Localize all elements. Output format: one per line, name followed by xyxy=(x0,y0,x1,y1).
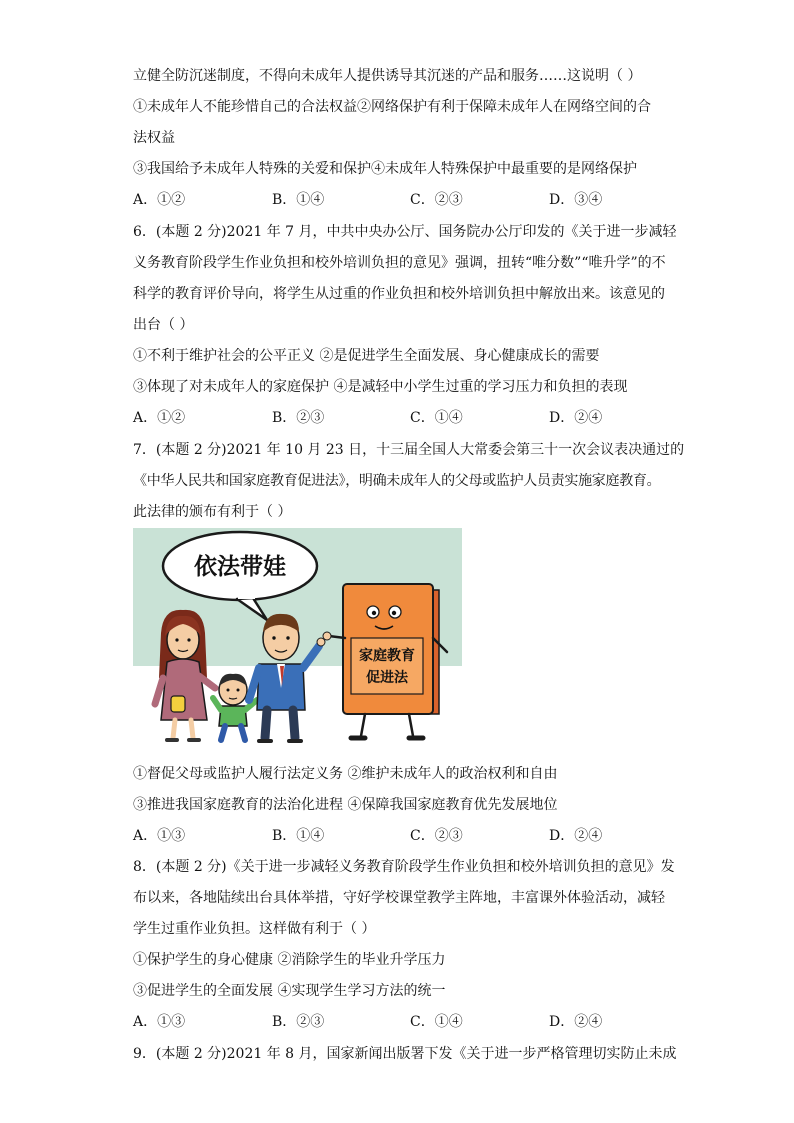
option-a[interactable]: A．①② xyxy=(133,192,186,208)
q7-statement-line: ③推进我国家庭教育的法治化进程 ④保障我国家庭教育优先发展地位 xyxy=(133,797,558,813)
option-c[interactable]: C．①④ xyxy=(410,410,463,426)
q8-statement-line: ①保护学生的身心健康 ②消除学生的毕业升学压力 xyxy=(133,952,446,968)
q6-statement-line: ①不利于维护社会的公平正义 ②是促进学生全面发展、身心健康成长的需要 xyxy=(133,348,600,364)
q6-stem-line: 出台（ ） xyxy=(133,317,194,333)
q6-stem-line: 科学的教育评价导向，将学生从过重的作业负担和校外培训负担中解放出来。该意见的 xyxy=(133,286,665,302)
option-d[interactable]: D．②④ xyxy=(549,828,603,844)
q5-options xyxy=(133,190,693,210)
q5-statement-line: ③我国给予未成年人特殊的关爱和保护④未成年人特殊保护中最重要的是网络保护 xyxy=(133,161,637,177)
option-a[interactable]: A．①③ xyxy=(133,828,186,844)
book-title-line1: 家庭教育 xyxy=(359,648,415,664)
option-c[interactable]: C．②③ xyxy=(410,828,463,844)
option-c[interactable]: C．①④ xyxy=(410,1014,463,1030)
q6-stem-line: 6．(本题 2 分)2021 年 7 月，中共中央办公厅、国务院办公厅印发的《关于进一步减轻 xyxy=(133,224,677,240)
q7-options xyxy=(133,826,693,846)
q6-stem-line: 义务教育阶段学生作业负担和校外培训负担的意见》强调，扭转“唯分数”“唯升学”的不 xyxy=(133,255,666,271)
option-b[interactable]: B．②③ xyxy=(272,1014,325,1030)
q5-statement-line: ①未成年人不能珍惜自己的合法权益②网络保护有利于保障未成年人在网络空间的合 xyxy=(133,99,651,115)
q8-stem-line: 学生过重作业负担。这样做有利于（ ） xyxy=(133,921,376,937)
option-d[interactable]: D．③④ xyxy=(549,192,603,208)
option-d[interactable]: D．②④ xyxy=(549,1014,603,1030)
family-education-law-cartoon xyxy=(133,528,462,746)
book-title-line2: 促进法 xyxy=(366,670,408,686)
q6-options xyxy=(133,408,693,428)
q5-stem-line: 立健全防沉迷制度，不得向未成年人提供诱导其沉迷的产品和服务……这说明（ ） xyxy=(133,68,642,84)
q7-stem-line: 此法律的颁布有利于（ ） xyxy=(133,504,292,520)
option-d[interactable]: D．②④ xyxy=(549,410,603,426)
q8-statement-line: ③促进学生的全面发展 ④实现学生学习方法的统一 xyxy=(133,983,446,999)
q8-stem-line: 布以来，各地陆续出台具体举措，守好学校课堂教学主阵地，丰富课外体验活动，减轻 xyxy=(133,890,665,906)
option-b[interactable]: B．①④ xyxy=(272,828,325,844)
option-b[interactable]: B．②③ xyxy=(272,410,325,426)
option-b[interactable]: B．①④ xyxy=(272,192,325,208)
option-a[interactable]: A．①③ xyxy=(133,1014,186,1030)
q7-stem-line: 7．(本题 2 分)2021 年 10 月 23 日，十三届全国人大常委会第三十一次会议表决通过的 xyxy=(133,442,685,458)
q7-stem-line: 《中华人民共和国家庭教育促进法》，明确未成年人的父母或监护人员责实施家庭教育。 xyxy=(133,473,661,489)
bubble-text: 依法带娃 xyxy=(194,554,286,580)
q7-statement-line: ①督促父母或监护人履行法定义务 ②维护未成年人的政治权利和自由 xyxy=(133,766,558,782)
option-c[interactable]: C．②③ xyxy=(410,192,463,208)
q6-statement-line: ③体现了对未成年人的家庭保护 ④是减轻中小学生过重的学习压力和负担的表现 xyxy=(133,379,628,395)
option-a[interactable]: A．①② xyxy=(133,410,186,426)
q8-options xyxy=(133,1012,693,1032)
q9-stem-line: 9．(本题 2 分)2021 年 8 月，国家新闻出版署下发《关于进一步严格管理切实防止未成 xyxy=(133,1046,677,1062)
q5-statement-line: 法权益 xyxy=(133,130,175,146)
q8-stem-line: 8．(本题 2 分)《关于进一步减轻义务教育阶段学生作业负担和校外培训负担的意见》发 xyxy=(133,859,675,875)
